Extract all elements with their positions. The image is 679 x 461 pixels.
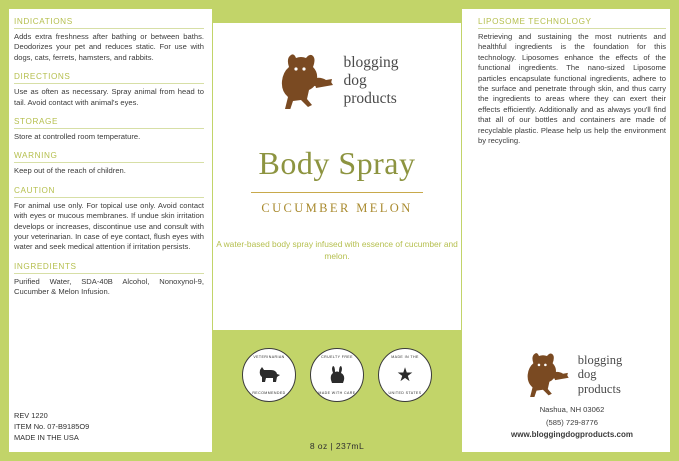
section-caution bbox=[14, 186, 204, 253]
brand-wordmark bbox=[578, 353, 622, 397]
brand-line-1: blogging bbox=[343, 54, 399, 71]
section-body: Store at controlled room temperature. bbox=[14, 132, 141, 142]
badge-top-text: CRUELTY FREE bbox=[321, 355, 353, 359]
right-info-column bbox=[478, 17, 666, 155]
rabbit-silhouette-icon bbox=[311, 364, 363, 386]
border-bar-bottom bbox=[0, 452, 679, 461]
badge-made-in-usa bbox=[378, 348, 432, 402]
border-bar-top bbox=[0, 0, 679, 9]
section-heading: CAUTION bbox=[14, 185, 56, 195]
contact-phone: (585) 729-8776 bbox=[546, 417, 598, 427]
section-heading: DIRECTIONS bbox=[14, 72, 71, 82]
section-liposome-technology bbox=[478, 17, 666, 146]
section-rule bbox=[14, 83, 204, 84]
contact-website[interactable]: www.bloggingdogproducts.com bbox=[511, 430, 633, 439]
section-body: Retrieving and sustaining the most nutrients and healthful ingredients is the foundation for this technology. Liposomes enhance the effects of the functional ingredients. The nano-sized Liposome particles encapsulate functional ingredients, adhere to the surface and penetrate through skin, and thus carry the ingredients to areas where they can exert their effects efficiently. Additionally and as always you'll find that all of our bottles and containers are made of recyclable plastic. Please help us help the environment by recycling. bbox=[478, 32, 666, 146]
badge-top-text: MADE IN THE bbox=[391, 355, 419, 359]
section-rule bbox=[478, 28, 666, 29]
section-rule bbox=[14, 128, 204, 129]
center-panel-divider-right bbox=[461, 9, 462, 461]
star-icon: ★ bbox=[396, 364, 414, 386]
section-indications bbox=[14, 17, 204, 63]
border-bar-right bbox=[670, 0, 679, 461]
section-rule bbox=[14, 162, 204, 163]
brand-lockup-top bbox=[213, 53, 461, 109]
contact-city: Nashua, NH 03062 bbox=[539, 405, 605, 414]
section-heading: INDICATIONS bbox=[14, 17, 73, 26]
product-description: A water-based body spray infused with essence of cucumber and melon. bbox=[216, 239, 458, 261]
net-weight: 8 oz | 237mL bbox=[309, 441, 365, 451]
dog-with-laptop-icon bbox=[522, 352, 572, 397]
section-heading: STORAGE bbox=[14, 117, 59, 127]
product-variant: CUCUMBER MELON bbox=[261, 201, 413, 215]
brand-line-2: dog bbox=[343, 72, 367, 89]
section-directions bbox=[14, 72, 204, 108]
code-item-number: ITEM No. 07-B9185O9 bbox=[14, 422, 90, 431]
brand-line-1: blogging bbox=[577, 352, 623, 367]
badge-row bbox=[213, 348, 461, 402]
section-rule bbox=[14, 273, 204, 274]
title-divider bbox=[251, 192, 423, 193]
section-body: Keep out of the reach of children. bbox=[14, 166, 126, 176]
contact-block bbox=[478, 404, 666, 442]
section-heading: INGREDIENTS bbox=[14, 261, 77, 271]
section-body: Adds extra freshness after bathing or between baths. Deodorizes your pet and reduces static. For use with dogs, cats, ferrets, hamsters, and rabbits. bbox=[14, 32, 204, 62]
section-heading: LIPOSOME TECHNOLOGY bbox=[478, 17, 592, 26]
badge-cruelty-free bbox=[310, 348, 364, 402]
brand-lockup-bottom bbox=[478, 352, 666, 397]
section-body: Purified Water, SDA-40B Alcohol, Nonoxynol-9, Cucumber & Melon Infusion. bbox=[14, 276, 204, 297]
brand-line-2: dog bbox=[577, 367, 597, 382]
section-body: For animal use only. For topical use only. Avoid contact with eyes or mucous membranes. If undue skin irritation develops or increases, discontinue use and consult with your veterinarian. In case of eye contact, flush eyes with water and seek medical attention if irritation persists. bbox=[14, 200, 204, 252]
code-origin: MADE IN THE USA bbox=[14, 433, 79, 442]
code-rev: REV 1220 bbox=[14, 411, 48, 420]
product-codes bbox=[14, 410, 89, 443]
center-panel-top-accent bbox=[212, 9, 462, 23]
section-body: Use as often as necessary. Spray animal from head to tail. Avoid contact with animal's eyes. bbox=[14, 87, 204, 107]
dog-with-laptop-icon bbox=[275, 53, 337, 109]
left-info-column bbox=[14, 17, 204, 307]
brand-line-3: products bbox=[577, 381, 621, 396]
badge-top-text: VETERINARIAN bbox=[253, 355, 285, 359]
dog-silhouette-icon bbox=[243, 364, 295, 386]
badge-veterinarian-recommended bbox=[242, 348, 296, 402]
brand-line-3: products bbox=[343, 90, 397, 107]
badge-bottom-text: MADE WITH CARE bbox=[318, 391, 356, 395]
border-bar-left bbox=[0, 0, 9, 461]
section-heading: WARNING bbox=[14, 151, 58, 161]
product-title: Body Spray bbox=[258, 145, 416, 181]
badge-bottom-text: RECOMMENDED bbox=[252, 391, 286, 395]
badge-bottom-text: UNITED STATES bbox=[388, 391, 422, 395]
brand-wordmark bbox=[343, 54, 398, 108]
section-rule bbox=[14, 28, 204, 29]
section-warning bbox=[14, 151, 204, 176]
center-panel bbox=[213, 23, 461, 262]
section-ingredients bbox=[14, 262, 204, 298]
section-rule bbox=[14, 197, 204, 198]
section-storage bbox=[14, 117, 204, 142]
